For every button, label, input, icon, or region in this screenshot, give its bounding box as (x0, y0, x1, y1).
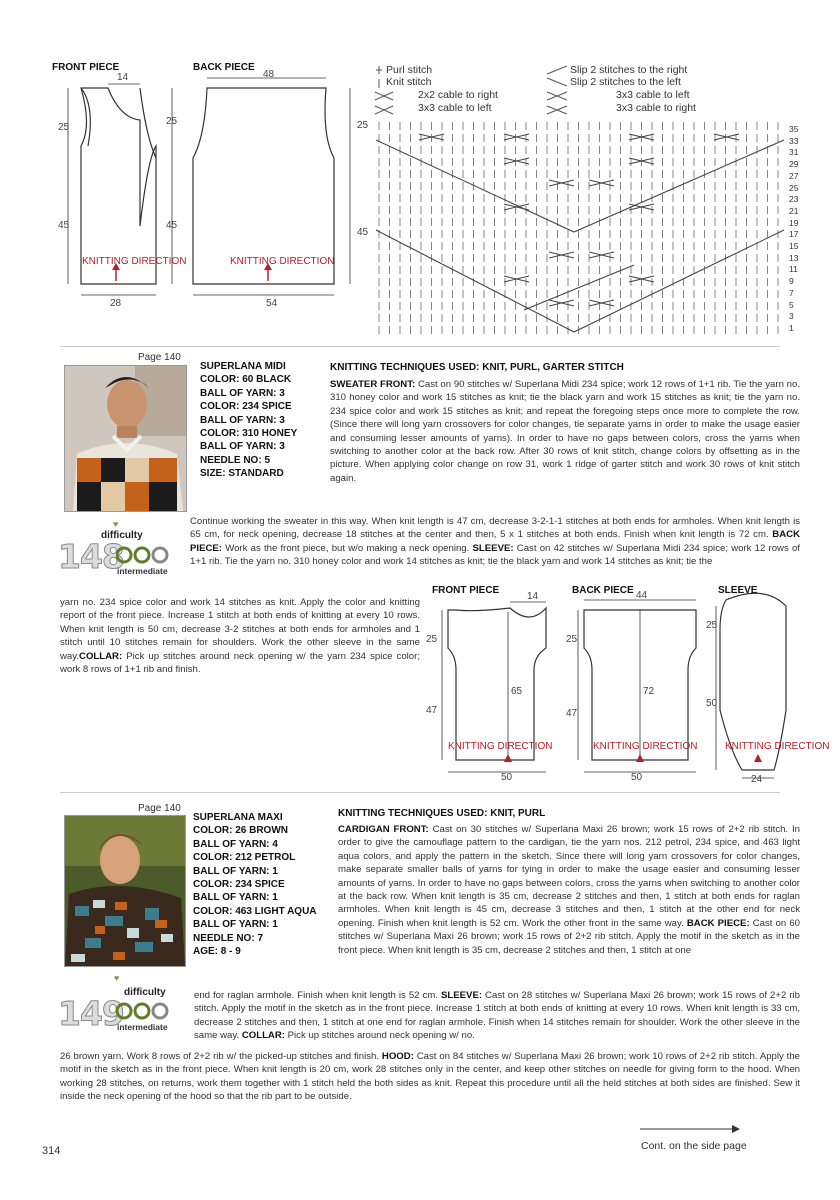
spec-line: COLOR: 310 HONEY (200, 428, 298, 440)
legend-cable33-left: 3x3 cable to left (616, 89, 690, 101)
chart-row-number: 19 (789, 217, 799, 228)
chart-row-number: 23 (789, 194, 799, 205)
p2b-text: Work as the front piece, but w/o making a neck opening. (222, 542, 473, 554)
p3a-text: 26 brown yarn. Work 8 rows of 2+2 rib w/ the picked-up stitches and finish. (60, 1051, 382, 1062)
legend-cable33-right: 3x3 cable to right (616, 102, 696, 114)
mid-front-direction: KNITTING DIRECTION (448, 741, 553, 752)
mid-back-armhole: 25 (566, 634, 578, 645)
cardigan-front-text: Cast on 30 stitches w/ Superlana Maxi 26 brown; work 15 rows of 2+2 rib stitch. In order to give the camouflage pattern to the cardigan, tie the yarn nos. 212 petrol, 234 spice, and 463 light aqua colors, and apply the pattern in the sketch. Since there will long yarn crossovers for color changes, make separate smaller balls of yarns for tying in order to make the usage easier and consuming lesser amounts of yarns. In order to have no gaps between colors, cross the yarns when switching to another color at the back row. When knit length is 35 cm, decrease 2 stitches and then, 1 stitch at both ends for raglan armholes. When knit length is 45 cm, decrease 3 stitches and then, 1 stitch at the other end for neck opening. Finish when knit length is 52 cm. Work the other front in the same way. (338, 824, 800, 929)
chart-row-number: 5 (789, 299, 794, 310)
front-piece-title: FRONT PIECE (52, 62, 120, 73)
spec-line: COLOR: 60 BLACK (200, 374, 292, 386)
legend-knit: Knit stitch (386, 76, 432, 88)
item149-number: 149 (58, 994, 124, 1033)
spec-line: SUPERLANA MAXI (193, 812, 283, 823)
heart-icon: ♥ (113, 519, 119, 529)
chart-row-number: 1 (789, 322, 794, 333)
item149-page-ref: Page 140 (138, 803, 181, 814)
spec-line: BALL OF YARN: 1 (193, 892, 278, 904)
page-number: 314 (42, 1145, 61, 1157)
mid-back-length: 72 (643, 686, 655, 697)
p2a-text: Continue working the sweater in this way. When knit length is 47 cm, decrease 3-2-1-1 stitches at both ends for armholes. When knit length is 65 cm, for neck opening, decrease 18 stitches at the center and then, 5 x 1 stitches at both ends. Finish when knit length is 72 cm. (190, 516, 800, 541)
divider-top (60, 346, 780, 347)
chart-row-number: 17 (789, 229, 799, 240)
chart-row-number: 27 (789, 170, 799, 181)
item149-paragraph-3 (60, 1050, 800, 1104)
spec-line: COLOR: 26 BROWN (193, 825, 288, 837)
item149-difficulty-label: difficulty (124, 987, 166, 998)
p2c-text: Pick up stitches around neck opening w/ no. (284, 1030, 475, 1042)
back-armhole-dim: 25 (357, 120, 369, 131)
spec-line: SUPERLANA MIDI (200, 361, 286, 372)
chart-row-number: 21 (789, 205, 799, 216)
chart-row-number: 15 (789, 241, 799, 251)
back-piece-head: BACK PIECE: (190, 529, 800, 554)
spec-line: BALL OF YARN: 3 (200, 414, 285, 426)
p3b-text: Pick up stitches around neck opening w/ the yarn 234 spice color; work 8 rows of 1+1 rib and finish. (60, 650, 420, 676)
spec-line: BALL OF YARN: 3 (200, 441, 285, 453)
mid-front-title: FRONT PIECE (432, 585, 500, 596)
front-neck-dim: 14 (117, 72, 129, 83)
item148-photo (64, 365, 187, 512)
front-armhole-dim-right: 25 (166, 116, 178, 127)
chart-row-number: 31 (789, 147, 799, 158)
item149-techniques: KNITTING TECHNIQUES USED: KNIT, PURL (338, 808, 546, 819)
cardigan-front-head: CARDIGAN FRONT: (338, 824, 429, 835)
legend-slip-left: Slip 2 stitches to the left (570, 76, 681, 88)
p3b-text: Cast on 84 stitches w/ Superlana Maxi 26 brown; work 10 rows of 2+2 rib stitch. Apply the motif in the sketch as in the front piece. When knit length is 20 cm, work 28 stitches only in the center, and keep other stitches on needle for giving form to the hood. When working 28 stitches, on returns, work them together with 1 stitch held the both sides as knit. Repeat this procedure until all the held stitches at both sides are finished. Sew it inside the neck opening of the hood so that the rib part to be outside. (60, 1051, 801, 1103)
mid-front-neck: 14 (527, 591, 539, 602)
mid-back-direction: KNITTING DIRECTION (593, 741, 698, 752)
legend-purl: Purl stitch (386, 64, 433, 76)
chart-row-number: 25 (789, 182, 799, 193)
item148-level: intermediate (117, 566, 168, 576)
front-knitting-direction: KNITTING DIRECTION (82, 256, 187, 267)
mid-back-body: 47 (566, 708, 578, 719)
mid-front-body: 47 (426, 705, 438, 716)
chart-row-number: 7 (789, 287, 794, 298)
spec-line: BALL OF YARN: 1 (193, 919, 278, 931)
mid-sleeve-length: 50 (706, 698, 718, 709)
chart-row-number: 29 (789, 159, 799, 170)
back-width-dim: 54 (266, 298, 278, 309)
legend-symbols-right (545, 64, 571, 116)
item149-difficulty-dots (116, 1002, 170, 1020)
p2c-text: Cast on 42 stitches w/ Superlana Midi 234 spice; work 12 rows of 1+1 rib. Tie the yarn no. 310 honey color and work 14 stitches as knit; tie the black yarn and work 14 stitches as knit; tie the (190, 542, 800, 568)
spec-line: COLOR: 234 SPICE (193, 879, 285, 891)
item149-level: intermediate (117, 1022, 168, 1032)
mid-schematic-drawing (420, 590, 838, 790)
sweater-front-text: Cast on 90 stitches w/ Superlana Midi 234 spice; work 12 rows of 1+1 rib. Tie the yarn no. 310 honey color and work 15 stitches as knit; tie the black yarn and work 15 stitches as knit; tie the yarn no. 234 spice color and work 15 stitches as knit; and repeat the foregoing steps once more to complete the row. (Since there will long yarn crossovers for color changes, tie separate yarns in order to make the usage easier and consuming lesser amounts of yarns). In order to have no gaps between colors, cross the yarns when switching to another color at the back row. After 30 rows of knit stitch, change colors by offsetting as in the picture. When applying color change on row 31, work 1 ridge of garter stitch and work 30 rows of knit stitch again. (330, 379, 800, 484)
p2b-text: Cast on 28 stitches w/ Superlana Maxi 26 brown; work 15 rows of 2+2 rib stitch. Apply the motif in the sketch as in the front piece. Increase 1 stitch at both ends of knitting at every 10 rows. When knit length is 33 cm, decrease 2 stitches and then, 1 stitch at one end for raglan armhole. Finish when 14 stitches remain for shoulder. Work the other sleeve in the same way. (194, 990, 800, 1042)
spec-line: BALL OF YARN: 3 (200, 387, 285, 399)
mid-back-title: BACK PIECE (572, 585, 634, 596)
spec-line: COLOR: 234 SPICE (200, 401, 292, 413)
spec-line: NEEDLE NO: 7 (193, 932, 264, 944)
heart-icon: ♥ (114, 973, 120, 983)
sleeve-head: SLEEVE: (440, 990, 483, 1001)
item149-specs (193, 811, 317, 958)
item149-paragraph-2 (194, 989, 800, 1043)
back-piece-head: BACK PIECE: (686, 917, 750, 929)
p2a-text: end for raglan armhole. Finish when knit length is 52 cm. (194, 990, 441, 1001)
mid-front-width: 50 (501, 772, 513, 783)
item148-difficulty-label: difficulty (101, 530, 143, 541)
legend-cable22: 2x2 cable to right (418, 89, 498, 101)
spec-line: COLOR: 463 LIGHT AQUA (193, 905, 317, 917)
p3a-text: yarn no. 234 spice color and work 14 stitches as knit. Apply the color and knitting report of the front piece. Increase 1 stitch at both ends of knitting at every 10 rows. When knit length is 50 cm, decrease 3-2 stitches at both ends for armholes and 1 stitch until 10 stitches remain for shoulders. Work the other sleeve in the same way. (60, 597, 420, 662)
hood-head: HOOD: (381, 1051, 414, 1062)
mid-front-armhole: 25 (426, 634, 438, 645)
back-piece-title: BACK PIECE (193, 62, 255, 73)
continue-arrow-icon (640, 1124, 740, 1134)
chart-row-number: 33 (789, 135, 799, 146)
collar-head: COLLAR: (79, 650, 123, 662)
spec-line: NEEDLE NO: 5 (200, 454, 271, 466)
mid-front-length: 65 (511, 686, 523, 697)
back-top-dim: 48 (263, 69, 275, 80)
back-body-dim-left: 45 (166, 220, 178, 231)
item148-paragraph-2 (190, 515, 800, 569)
item148-specs (200, 360, 297, 481)
p1b-text: Cast on 60 stitches w/ Superlana Maxi 26 brown; work 15 rows of 2+2 rib stitch. Apply the motif in the sketch as in the front piece. When knit length is 35 cm, decrease 2 stitches and then, 1 stitch at one (338, 917, 800, 956)
back-knitting-direction: KNITTING DIRECTION (230, 256, 335, 267)
mid-back-top: 44 (636, 590, 648, 601)
sweater-front-head: SWEATER FRONT: (330, 379, 416, 390)
mid-sleeve-cap: 25 (706, 620, 718, 631)
chart-row-number: 9 (789, 276, 794, 287)
spec-line: COLOR: 212 PETROL (193, 852, 296, 864)
stitch-chart (374, 120, 786, 340)
spec-line: BALL OF YARN: 4 (193, 838, 278, 850)
back-body-dim: 45 (357, 227, 369, 238)
item149-photo (64, 815, 186, 967)
item148-paragraph-1 (330, 378, 800, 485)
item148-techniques: KNITTING TECHNIQUES USED: KNIT, PURL, GARTER STITCH (330, 362, 624, 373)
item148-number: 148 (58, 537, 124, 576)
front-body-dim: 45 (58, 220, 70, 231)
front-armhole-dim: 25 (58, 122, 70, 133)
chart-row-number: 35 (789, 124, 799, 134)
item148-difficulty-dots (116, 546, 170, 564)
collar-head: COLLAR: (241, 1030, 285, 1042)
front-width-dim: 28 (110, 298, 122, 309)
spec-line: AGE: 8 - 9 (193, 946, 241, 958)
chart-row-number: 13 (789, 252, 799, 263)
mid-sleeve-title: SLEEVE (718, 585, 758, 596)
chart-row-number: 11 (789, 264, 798, 275)
continued-link[interactable]: Cont. on the side page (641, 1140, 747, 1152)
item148-page-ref: Page 140 (138, 352, 181, 363)
item149-paragraph-1 (338, 823, 800, 957)
mid-back-width: 50 (631, 772, 643, 783)
divider-middle (60, 792, 780, 793)
sleeve-head: SLEEVE: (472, 542, 514, 554)
legend-slip-right: Slip 2 stitches to the right (570, 64, 688, 76)
legend-cable33l: 3x3 cable to left (418, 102, 492, 114)
mid-sleeve-width: 24 (751, 774, 763, 785)
spec-line: SIZE: STANDARD (200, 468, 284, 480)
chart-row-number: 3 (789, 311, 794, 322)
item148-paragraph-3 (60, 596, 420, 676)
spec-line: BALL OF YARN: 1 (193, 865, 278, 877)
top-schematic-drawing (50, 66, 370, 316)
mid-sleeve-direction: KNITTING DIRECTION (725, 741, 830, 752)
